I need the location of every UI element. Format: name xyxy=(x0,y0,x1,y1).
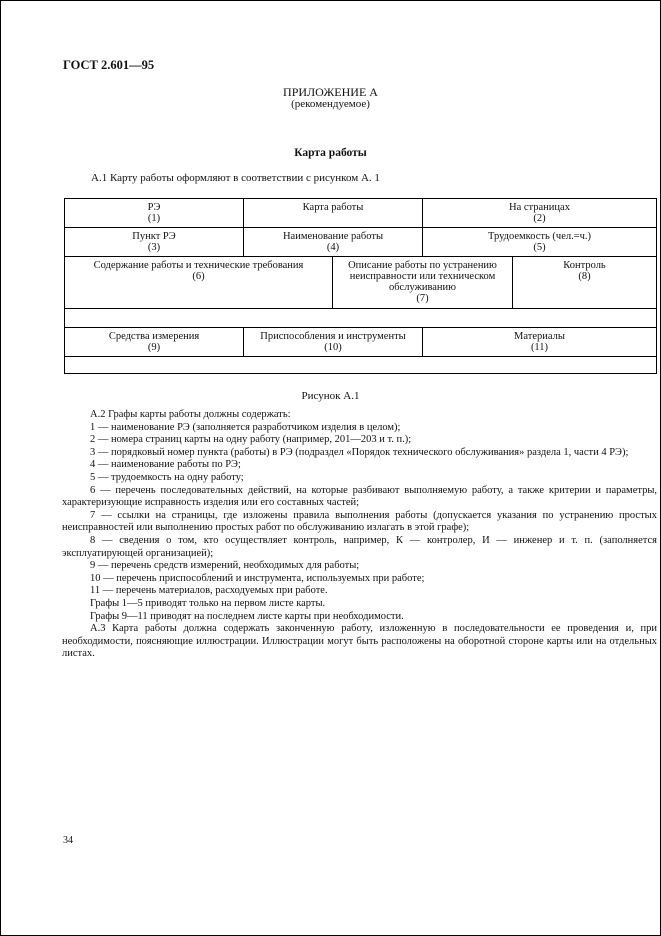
paragraph: 1 — наименование РЭ (заполняется разработчиком изделия в целом); xyxy=(90,421,401,433)
cell-label: Наименование работы xyxy=(282,231,384,242)
paragraph: 10 — перечень приспособлений и инструмента, используемых при работе; xyxy=(90,572,425,584)
paragraph: 11 — перечень материалов, расходуемых при работе. xyxy=(90,585,328,597)
appendix-title: ПРИЛОЖЕНИЕ А xyxy=(283,85,378,99)
cell-label: Содержание работы и технические требования xyxy=(93,260,304,271)
form-cell-re xyxy=(65,199,243,227)
paragraph: 9 — перечень средств измерений, необходимых для работы; xyxy=(90,560,360,572)
cell-label: Средства измерения xyxy=(108,331,200,342)
form-cell-work-name xyxy=(243,228,422,256)
form-row-5 xyxy=(65,328,656,357)
form-cell-labor xyxy=(422,228,656,256)
form-cell-pages xyxy=(422,199,656,227)
page-number: 34 xyxy=(63,835,73,846)
paragraph: 3 — порядковый номер пункта (работы) в РЭ (подраздел «Порядок технического обслуживания» раздела 1, части 4 РЭ); xyxy=(90,446,629,458)
cell-number: (8) xyxy=(578,271,591,282)
cell-label: Трудоемкость (чел.=ч.) xyxy=(487,231,592,242)
intro-paragraph: А.1 Карту работы оформляют в соответствии с рисунком А. 1 xyxy=(91,172,380,184)
cell-number: (1) xyxy=(147,213,161,224)
cell-label: Контроль xyxy=(563,260,606,271)
paragraph: А.3 Карта работы должна содержать законченную работу, изложенную в последовательности ее проведения и, при необходимости, поясняющие иллюстрации. Иллюстрации могут быть расположены на оборотной стороне карты или на отдельных листах. xyxy=(62,623,657,660)
form-cell-control xyxy=(512,257,656,308)
cell-number: (11) xyxy=(530,342,549,353)
cell-label: неисправности или техническом xyxy=(349,271,496,282)
paragraph: А.2 Графы карты работы должны содержать: xyxy=(90,409,291,420)
figure-caption: Рисунок А.1 xyxy=(301,390,360,402)
cell-label: На страницах xyxy=(509,202,570,213)
cell-label: Приспособления и инструменты xyxy=(260,331,406,342)
cell-label: обслуживанию xyxy=(388,282,457,293)
form-cell-re-item xyxy=(65,228,243,256)
paragraph: 8 — сведения о том, кто осуществляет контроль, например, К — контролер, И — инженер и т. п. (заполняется эксплуатирующей организацией); xyxy=(62,534,657,559)
paragraph: Графы 9—11 приводят на последнем листе карты при необходимости. xyxy=(90,610,404,622)
cell-number: (4) xyxy=(326,242,340,253)
form-row-6-empty xyxy=(65,357,656,373)
cell-label: РЭ xyxy=(147,202,161,213)
work-card-form xyxy=(64,198,657,374)
paragraph: 5 — трудоемкость на одну работу; xyxy=(90,471,244,483)
cell-number: (3) xyxy=(147,242,161,253)
form-cell-card-title xyxy=(243,199,422,227)
cell-number: (7) xyxy=(416,293,429,304)
cell-number: (5) xyxy=(533,242,546,253)
cell-number: (10) xyxy=(324,342,342,353)
cell-label: Описание работы по устранению xyxy=(348,260,497,271)
paragraph: 6 — перечень последовательных действий, на которые разбивают выполняемую работу, а также критерии и параметры, характеризующие исправность изделия или его составных частей; xyxy=(62,484,657,509)
body-text xyxy=(62,409,657,661)
form-cell-content xyxy=(65,257,332,308)
form-cell-materials xyxy=(422,328,656,356)
appendix-subtitle: (рекомендуемое) xyxy=(291,98,370,110)
form-cell-measuring xyxy=(65,328,243,356)
form-cell-tools xyxy=(243,328,422,356)
form-row-1 xyxy=(65,199,656,228)
paragraph: 2 — номера страниц карты на одну работу (например, 201—203 и т. п.); xyxy=(90,434,412,446)
cell-label: Карта работы xyxy=(302,202,364,213)
cell-label: Материалы xyxy=(514,331,565,342)
document-code: ГОСТ 2.601—95 xyxy=(63,58,155,72)
cell-label: Пункт РЭ xyxy=(132,231,176,242)
form-row-3 xyxy=(65,257,656,309)
form-row-2 xyxy=(65,228,656,257)
cell-number: (6) xyxy=(192,271,205,282)
cell-number: (9) xyxy=(147,342,161,353)
section-title: Карта работы xyxy=(294,147,367,159)
cell-number: (2) xyxy=(533,213,546,224)
paragraph: 7 — ссылки на страницы, где изложены правила выполнения работы (допускается указания по устранению простых неисправностей или выполнению простых работ по обслуживанию излагать в этой графе); xyxy=(62,509,657,534)
form-cell-description xyxy=(332,257,512,308)
paragraph: Графы 1—5 приводят только на первом листе карты. xyxy=(90,597,326,609)
paragraph: 4 — наименование работы по РЭ; xyxy=(90,459,241,471)
form-row-4-empty xyxy=(65,309,656,328)
